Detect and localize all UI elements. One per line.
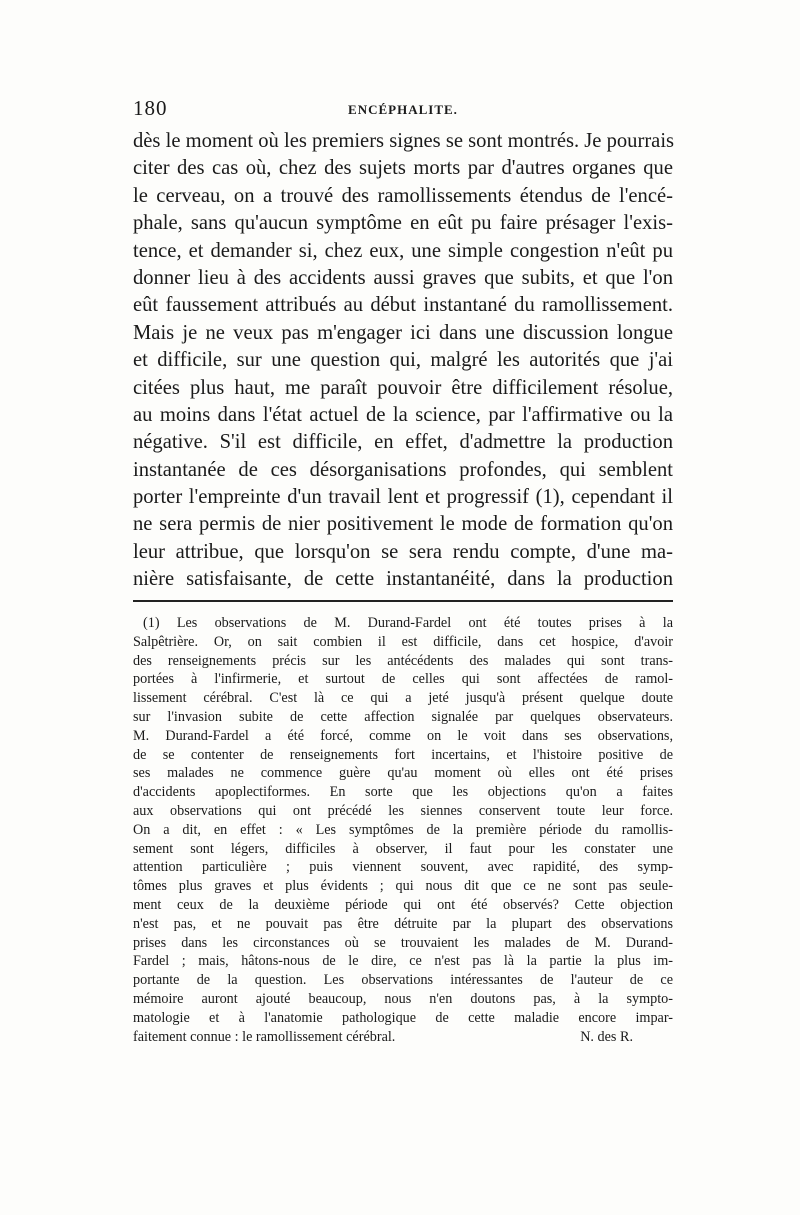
footnote-line: M. Durand-Fardel a été forcé, comme on le voit dans ses observations, bbox=[133, 727, 673, 744]
body-text bbox=[133, 128, 673, 594]
body-line: eût faussement attribués au début instantané du ramollissement. bbox=[133, 294, 673, 317]
footnote-separator bbox=[133, 600, 673, 602]
body-line: Mais je ne veux pas m'engager ici dans une discussion longue bbox=[133, 321, 673, 344]
body-line: dès le moment où les premiers signes se sont montrés. Je pourrais bbox=[133, 130, 675, 152]
footnote-line: portées à l'infirmerie, et surtout de celles qui sont affectées de ramol- bbox=[133, 671, 673, 688]
footnote-line: matologie et à l'anatomie pathologique de cette maladie encore impar- bbox=[133, 1009, 673, 1026]
footnote-last-line bbox=[133, 1028, 673, 1047]
page-header bbox=[133, 96, 673, 126]
body-line: nière satisfaisante, de cette instantanéité, dans la production bbox=[133, 568, 673, 591]
footnote-line: ment ceux de la deuxième période qui ont été observés? Cette objection bbox=[133, 896, 673, 913]
footnote-line: mémoire auront ajouté beaucoup, nous n'en doutons pas, à la sympto- bbox=[133, 990, 673, 1007]
body-line: donner lieu à des accidents aussi graves que subits, et que l'on bbox=[133, 266, 673, 289]
footnote bbox=[133, 614, 673, 1046]
footnote-line: sur l'invasion subite de cette affection signalée par quelques observateurs. bbox=[133, 708, 673, 725]
body-line: porter l'empreinte d'un travail lent et progressif (1), cependant il bbox=[133, 486, 673, 509]
body-line: instantanée de ces désorganisations profondes, qui semblent bbox=[133, 458, 673, 481]
body-line: ne sera permis de nier positivement le mode de formation qu'on bbox=[133, 513, 673, 536]
body-line: et difficile, sur une question qui, malgré les autorités que j'ai bbox=[133, 349, 673, 372]
footnote-line: tômes plus graves et plus évidents ; qui nous dit que ce ne sont pas seule- bbox=[133, 878, 673, 895]
footnote-line: ses malades ne commence guère qu'au moment où elles ont été prises bbox=[133, 765, 673, 782]
footnote-line: portante de la question. Les observations intéressantes de l'auteur de ce bbox=[133, 972, 673, 989]
footnote-signature: N. des R. bbox=[580, 1028, 633, 1045]
footnote-line: des renseignements précis sur les antécédents des malades qui sont trans- bbox=[133, 652, 673, 669]
footnote-line: Salpêtrière. Or, on sait combien il est difficile, dans cet hospice, d'avoir bbox=[133, 633, 673, 650]
footnote-line: d'accidents apoplectiformes. En sorte que les objections qu'on a faites bbox=[133, 784, 673, 801]
body-line: phale, sans qu'aucun symptôme en eût pu faire présager l'exis- bbox=[133, 212, 673, 235]
footnote-line: (1) Les observations de M. Durand-Fardel ont été toutes prises à la bbox=[143, 615, 673, 631]
body-line: citées plus haut, me paraît pouvoir être difficilement résolue, bbox=[133, 376, 673, 399]
body-line: leur attribue, que lorsqu'on se sera rendu compte, d'une ma- bbox=[133, 540, 673, 563]
page-number: 180 bbox=[133, 96, 168, 120]
footnote-line: de se contenter de renseignements fort incertains, et l'histoire positive de bbox=[133, 746, 673, 763]
running-title: ENCÉPHALITE. bbox=[348, 102, 458, 117]
footnote-line: On a dit, en effet : « Les symptômes de la première période du ramollis- bbox=[133, 821, 673, 838]
footnote-line: n'est pas, et ne pouvait pas être détruite par la plupart des observations bbox=[133, 915, 673, 932]
footnote-line: lissement cérébral. C'est là ce qui a jeté jusqu'à présent quelque doute bbox=[133, 690, 673, 707]
body-line: le cerveau, on a trouvé des ramollissements étendus de l'encé- bbox=[133, 184, 673, 207]
footnote-line: prises dans les circonstances où se trouvaient les malades de M. Durand- bbox=[133, 934, 673, 951]
footnote-line: Fardel ; mais, hâtons-nous de le dire, ce n'est pas là la partie la plus im- bbox=[133, 953, 673, 970]
body-line: négative. S'il est difficile, en effet, d'admettre la production bbox=[133, 431, 673, 454]
body-line: citer des cas où, chez des sujets morts par d'autres organes que bbox=[133, 157, 673, 180]
body-line: tence, et demander si, chez eux, une simple congestion n'eût pu bbox=[133, 239, 673, 262]
footnote-line: attention particulière ; puis viennent souvent, avec rapidité, des symp- bbox=[133, 859, 673, 876]
footnote-line: faitement connue : le ramollissement cérébral. bbox=[133, 1028, 396, 1045]
footnote-line: aux observations qui ont précédé les siennes conservent toute leur force. bbox=[133, 802, 673, 819]
footnote-line: sement sont légers, difficiles à observer, il faut pour les constater une bbox=[133, 840, 673, 857]
body-line: au moins dans l'état actuel de la science, par l'affirmative ou la bbox=[133, 403, 673, 426]
